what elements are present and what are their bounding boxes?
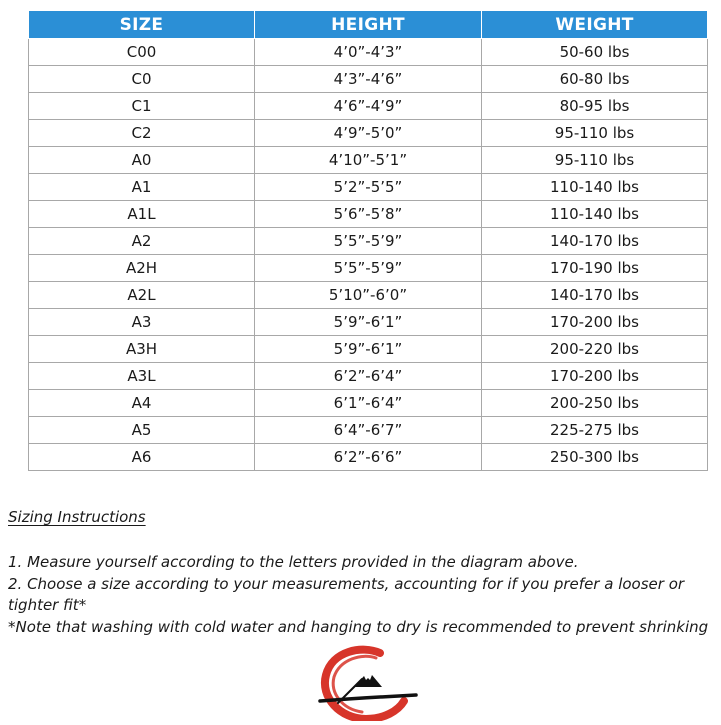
table-row — [29, 174, 708, 201]
cell-height: 5’10”-6’0” — [255, 282, 482, 309]
cell-size: A0 — [29, 147, 255, 174]
size-chart-table — [28, 10, 708, 471]
cell-weight: 170-200 lbs — [482, 309, 708, 336]
cell-height: 6’2”-6’4” — [255, 363, 482, 390]
cell-weight: 50-60 lbs — [482, 39, 708, 66]
cell-weight: 95-110 lbs — [482, 147, 708, 174]
cell-height: 5’5”-5’9” — [255, 255, 482, 282]
cell-size: C1 — [29, 93, 255, 120]
table-row — [29, 390, 708, 417]
cell-weight: 110-140 lbs — [482, 201, 708, 228]
cell-size: A3H — [29, 336, 255, 363]
cell-weight: 200-250 lbs — [482, 390, 708, 417]
cell-size: A2H — [29, 255, 255, 282]
cell-size: A3 — [29, 309, 255, 336]
cell-weight: 80-95 lbs — [482, 93, 708, 120]
table-row — [29, 444, 708, 471]
cell-height: 4’0”-4’3” — [255, 39, 482, 66]
cell-height: 4’9”-5’0” — [255, 120, 482, 147]
table-row — [29, 363, 708, 390]
table-row — [29, 309, 708, 336]
logo-mountain — [354, 675, 382, 687]
table-row — [29, 282, 708, 309]
cell-height: 5’9”-6’1” — [255, 309, 482, 336]
cell-size: A6 — [29, 444, 255, 471]
cell-height: 6’2”-6’6” — [255, 444, 482, 471]
table-row — [29, 255, 708, 282]
cell-size: A2L — [29, 282, 255, 309]
cell-weight: 170-190 lbs — [482, 255, 708, 282]
cell-height: 6’4”-6’7” — [255, 417, 482, 444]
cell-height: 5’2”-5’5” — [255, 174, 482, 201]
cell-size: A2 — [29, 228, 255, 255]
table-row — [29, 39, 708, 66]
cell-size: A3L — [29, 363, 255, 390]
cell-size: C0 — [29, 66, 255, 93]
cell-height: 4’10”-5’1” — [255, 147, 482, 174]
instruction-line: 2. Choose a size according to your measurements, accounting for if you prefer a looser or tighter fit* — [8, 574, 685, 614]
cell-weight: 250-300 lbs — [482, 444, 708, 471]
header-size: SIZE — [29, 11, 255, 39]
sizing-instructions-title: Sizing Instructions — [8, 508, 146, 526]
cell-weight: 140-170 lbs — [482, 228, 708, 255]
table-body — [29, 39, 708, 471]
cell-weight: 60-80 lbs — [482, 66, 708, 93]
table-row — [29, 120, 708, 147]
cell-size: A5 — [29, 417, 255, 444]
cell-size: A4 — [29, 390, 255, 417]
header-height: HEIGHT — [255, 11, 482, 39]
cell-weight: 200-220 lbs — [482, 336, 708, 363]
table-row — [29, 417, 708, 444]
table-row — [29, 228, 708, 255]
cell-weight: 225-275 lbs — [482, 417, 708, 444]
cell-size: C2 — [29, 120, 255, 147]
cell-height: 5’6”-5’8” — [255, 201, 482, 228]
cell-height: 4’6”-4’9” — [255, 93, 482, 120]
cell-height: 5’5”-5’9” — [255, 228, 482, 255]
cell-size: A1 — [29, 174, 255, 201]
cell-height: 6’1”-6’4” — [255, 390, 482, 417]
table-row — [29, 93, 708, 120]
cell-weight: 95-110 lbs — [482, 120, 708, 147]
sizing-instructions-list — [8, 552, 720, 638]
instruction-line: 1. Measure yourself according to the letters provided in the diagram above. — [8, 553, 579, 571]
table-row — [29, 336, 708, 363]
cell-weight: 170-200 lbs — [482, 363, 708, 390]
cell-size: A1L — [29, 201, 255, 228]
cell-height: 5’9”-6’1” — [255, 336, 482, 363]
mountain-sun-logo-icon — [318, 645, 418, 721]
cell-weight: 140-170 lbs — [482, 282, 708, 309]
cell-size: C00 — [29, 39, 255, 66]
table-row — [29, 147, 708, 174]
header-weight: WEIGHT — [482, 11, 708, 39]
table-row — [29, 66, 708, 93]
cell-weight: 110-140 lbs — [482, 174, 708, 201]
cell-height: 4’3”-4’6” — [255, 66, 482, 93]
table-header-row — [29, 11, 708, 39]
table-row — [29, 201, 708, 228]
instruction-line: *Note that washing with cold water and hanging to dry is recommended to prevent shrinking — [8, 617, 709, 636]
